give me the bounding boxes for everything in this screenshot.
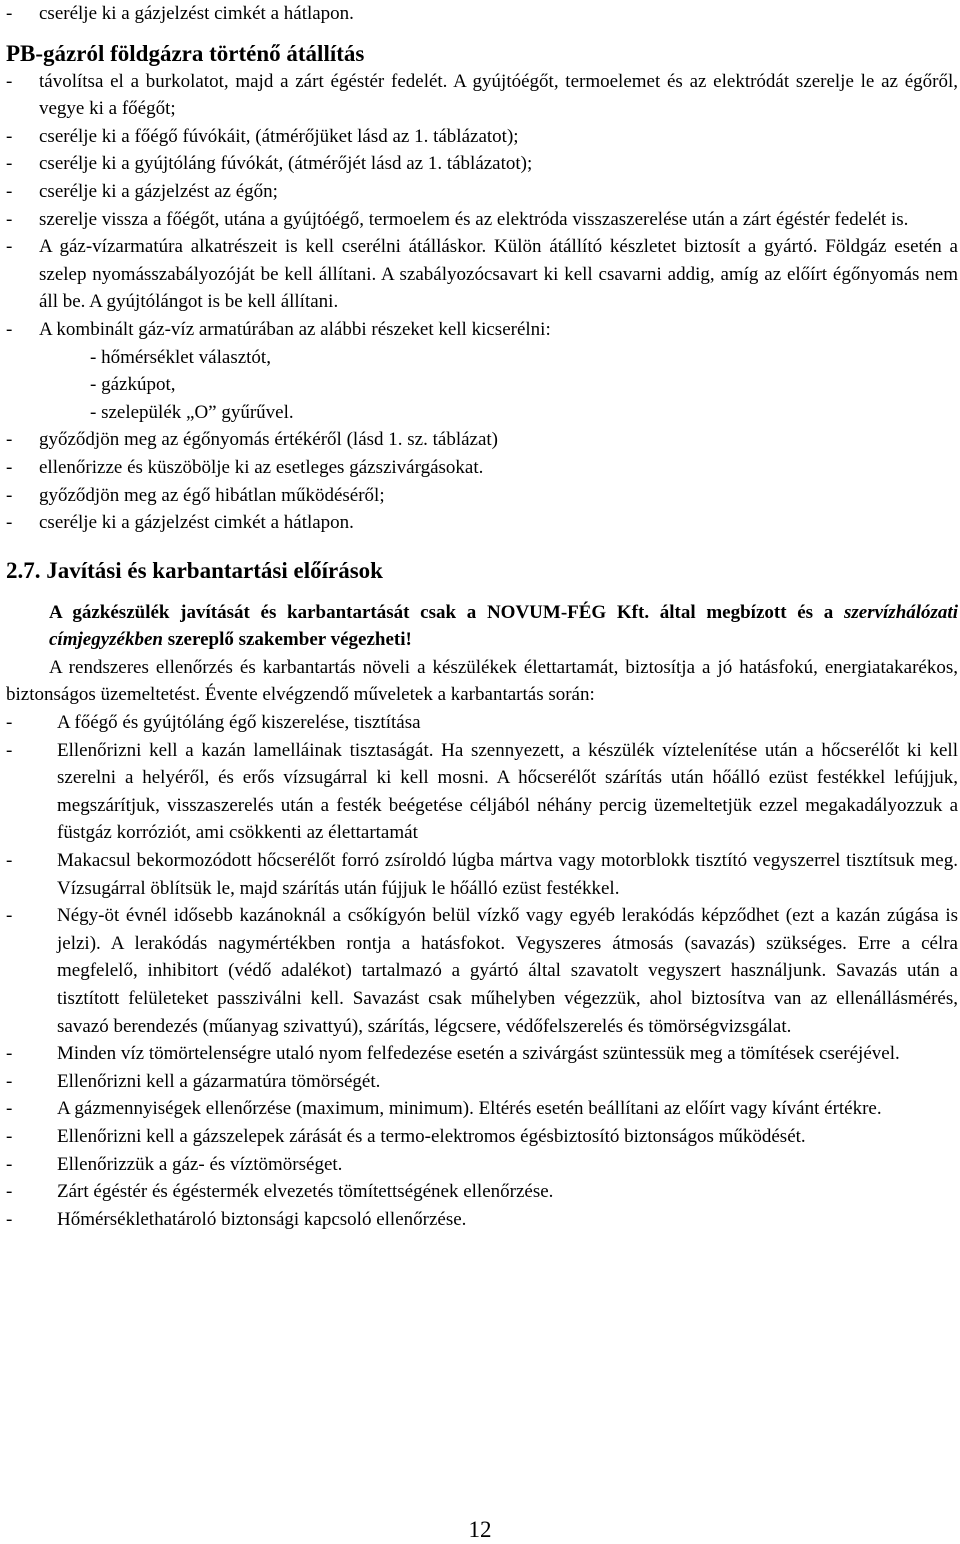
list-dash: -: [6, 712, 13, 734]
list-item: [6, 482, 958, 510]
list-item-text: győződjön meg az égőnyomás értékéről (lásd 1. sz. táblázat): [39, 429, 498, 451]
list-item-text: Ellenőrizni kell a kazán lamelláinak tisztaságát. Ha szennyezett, a készülék víztelenítése után a hőcserélőt ki kell szerelni a helyéről, és erős vízsugárral ki kell mosni. A hőcserélőt szárítás után hőálló ezüst festékkel lefújjuk, megszárítjuk, visszaszerelés után a festék beégetése céljából néhány percig üzemeltetjük ezzel megakadályozzuk a füstgáz korróziót, ami csökkenti az élettartamát: [57, 739, 958, 844]
list-item: [6, 509, 958, 537]
list-dash: -: [6, 1098, 13, 1120]
list-item-text: cserélje ki a főégő fúvókáit, (átmérőjüket lásd az 1. táblázatot);: [39, 125, 519, 147]
list-item-text: Zárt égéstér és égéstermék elvezetés tömítettségének ellenőrzése.: [57, 1181, 554, 1203]
page-number: 12: [468, 1517, 492, 1542]
notice-paragraph: [6, 599, 958, 654]
document-page: [6, 0, 958, 1233]
list-item: [6, 68, 958, 123]
list-dash: -: [6, 1043, 13, 1065]
list-item: [6, 150, 958, 178]
list-dash: -: [6, 1125, 13, 1147]
list-item-text: Makacsul bekormozódott hőcserélőt forró zsíroldó lúgba mártva vagy motorblokk tisztító vegyszerrel tisztítsuk meg. Vízsugárral öblítsük le, majd szárítás után fújjuk le hőálló ezüst festékkel.: [57, 850, 958, 899]
list-dash: -: [6, 1070, 13, 1092]
list-dash: -: [6, 1153, 13, 1175]
list-dash: -: [6, 70, 13, 92]
list-item: [6, 1123, 958, 1151]
list-item-text: A gáz-vízarmatúra alkatrészeit is kell cserélni átálláskor. Külön átállító készletet biztosít a gyártó. Földgáz esetén a szelep nyomásszabályozóját be kell állítani. A szabályozócsavart ki kell csavarni addig, amíg az előírt égőnyomás nem áll be. A gyújtólángot is be kell állítani.: [39, 236, 958, 313]
list-item: [6, 0, 958, 28]
notice-italic-text: szervízhálózati címjegyzékben: [49, 601, 958, 651]
sub-list-item: - szelepülék „O” gyűrűvel.: [90, 401, 294, 423]
section-title: PB-gázról földgázra történő átállítás: [6, 40, 365, 66]
list-item-text: Ellenőrizzük a gáz- és víztömörséget.: [57, 1153, 343, 1175]
list-item-text: ellenőrizze és küszöbölje ki az esetleges gázszivárgásokat.: [39, 456, 484, 478]
list-item: [6, 454, 958, 482]
list-item: [6, 737, 958, 847]
list-dash: -: [6, 3, 13, 24]
list-item: [6, 1206, 958, 1234]
notice-text: szereplő szakember végezheti!: [162, 629, 412, 651]
list-item-text: cserélje ki a gázjelzést cimkét a hátlapon.: [39, 3, 354, 24]
sub-list-item: - gázkúpot,: [90, 374, 176, 396]
list-item-text: A főégő és gyújtóláng égő kiszerelése, tisztítása: [57, 712, 421, 734]
list-item: [6, 178, 958, 206]
notice-text: A gázkészülék javítását és karbantartását csak a NOVUM-FÉG Kft. által megbízott és a: [49, 601, 844, 623]
list-dash: -: [6, 484, 13, 506]
list-dash: -: [6, 153, 13, 175]
list-item: [6, 233, 958, 316]
list-item: [6, 1040, 958, 1068]
list-item-text: cserélje ki a gázjelzést cimkét a hátlapon.: [39, 512, 354, 534]
list-item: [6, 123, 958, 151]
list-dash: -: [6, 739, 13, 761]
list-dash: -: [6, 318, 13, 340]
list-item-text: Négy-öt évnél idősebb kazánoknál a csőkígyón belül vízkő vagy egyéb lerakódás képződhet (ezt a kazán zúgása is jelzi). A lerakódás nagymértékben rontja a hatásfokot. Vegyszeres átmosás (savazás) szükséges. Erre a célra megfelelő, inhibitort (védő adalékot) tartalmazó a gyártó által szavatolt vegyszert használjunk. Savazás után a tisztított felületeket passziválni kell. Savazást csak műhelyben végezzük, ahol biztosítva van az ellenállásmérés, savazó berendezés (műanyag szivattyú), szárítás, légcsere, védőfelszerelés és tömörségvizsgálat.: [57, 905, 958, 1037]
list-dash: -: [6, 180, 13, 202]
list-item: [6, 1151, 958, 1179]
list-item-text: távolítsa el a burkolatot, majd a zárt égéstér fedelét. A gyújtóégőt, termoelemet és az elektródát szerelje le az égőről, vegye ki a főégőt;: [39, 70, 958, 120]
list-item-text: szerelje vissza a főégőt, utána a gyújtóégő, termoelem és az elektróda visszaszerelése után a zárt égéstér fedelét is.: [39, 208, 909, 230]
list-dash: -: [6, 125, 13, 147]
list-dash: -: [6, 850, 13, 872]
list-dash: -: [6, 429, 13, 451]
list-item: [6, 709, 958, 737]
list-item: [6, 206, 958, 234]
list-dash: -: [6, 236, 13, 258]
list-item: [6, 1095, 958, 1123]
list-dash: -: [6, 512, 13, 534]
list-dash: -: [6, 456, 13, 478]
chapter-title: 2.7. Javítási és karbantartási előírások: [6, 557, 383, 583]
sub-list-item: - hőmérséklet választót,: [90, 346, 271, 368]
list-item: [6, 847, 958, 902]
list-item-text: cserélje ki a gyújtóláng fúvókát, (átmérőjét lásd az 1. táblázatot);: [39, 153, 533, 175]
intro-paragraph: A rendszeres ellenőrzés és karbantartás növeli a készülékek élettartamát, biztosítja a jó hatásfokú, energiatakarékos, biztonságos üzemeltetést. Évente elvégzendő műveletek a karbantartás során:: [6, 656, 958, 706]
list-item: [6, 1178, 958, 1206]
list-item: [6, 316, 958, 344]
list-item-text: A gázmennyiségek ellenőrzése (maximum, minimum). Eltérés esetén beállítani az előírt vagy kívánt értékre.: [57, 1098, 882, 1120]
list-item-text: győződjön meg az égő hibátlan működéséről;: [39, 484, 385, 506]
list-item: [6, 1068, 958, 1096]
list-dash: -: [6, 208, 13, 230]
list-dash: -: [6, 905, 13, 927]
list-item-text: Ellenőrizni kell a gázszelepek zárását és a termo-elektromos égésbiztosító biztonságos működését.: [57, 1125, 806, 1147]
list-item: [6, 426, 958, 454]
list-item-text: Minden víz tömörtelenségre utaló nyom felfedezése esetén a szivárgást szüntessük meg a tömítések cseréjével.: [57, 1043, 900, 1065]
list-dash: -: [6, 1208, 13, 1230]
list-item-text: cserélje ki a gázjelzést az égőn;: [39, 180, 278, 202]
list-item-text: A kombinált gáz-víz armatúrában az alábbi részeket kell kicserélni:: [39, 318, 551, 340]
list-item-text: Hőmérséklethatároló biztonsági kapcsoló ellenőrzése.: [57, 1208, 467, 1230]
list-dash: -: [6, 1181, 13, 1203]
list-item: [6, 902, 958, 1040]
list-item-text: Ellenőrizni kell a gázarmatúra tömörségét.: [57, 1070, 381, 1092]
